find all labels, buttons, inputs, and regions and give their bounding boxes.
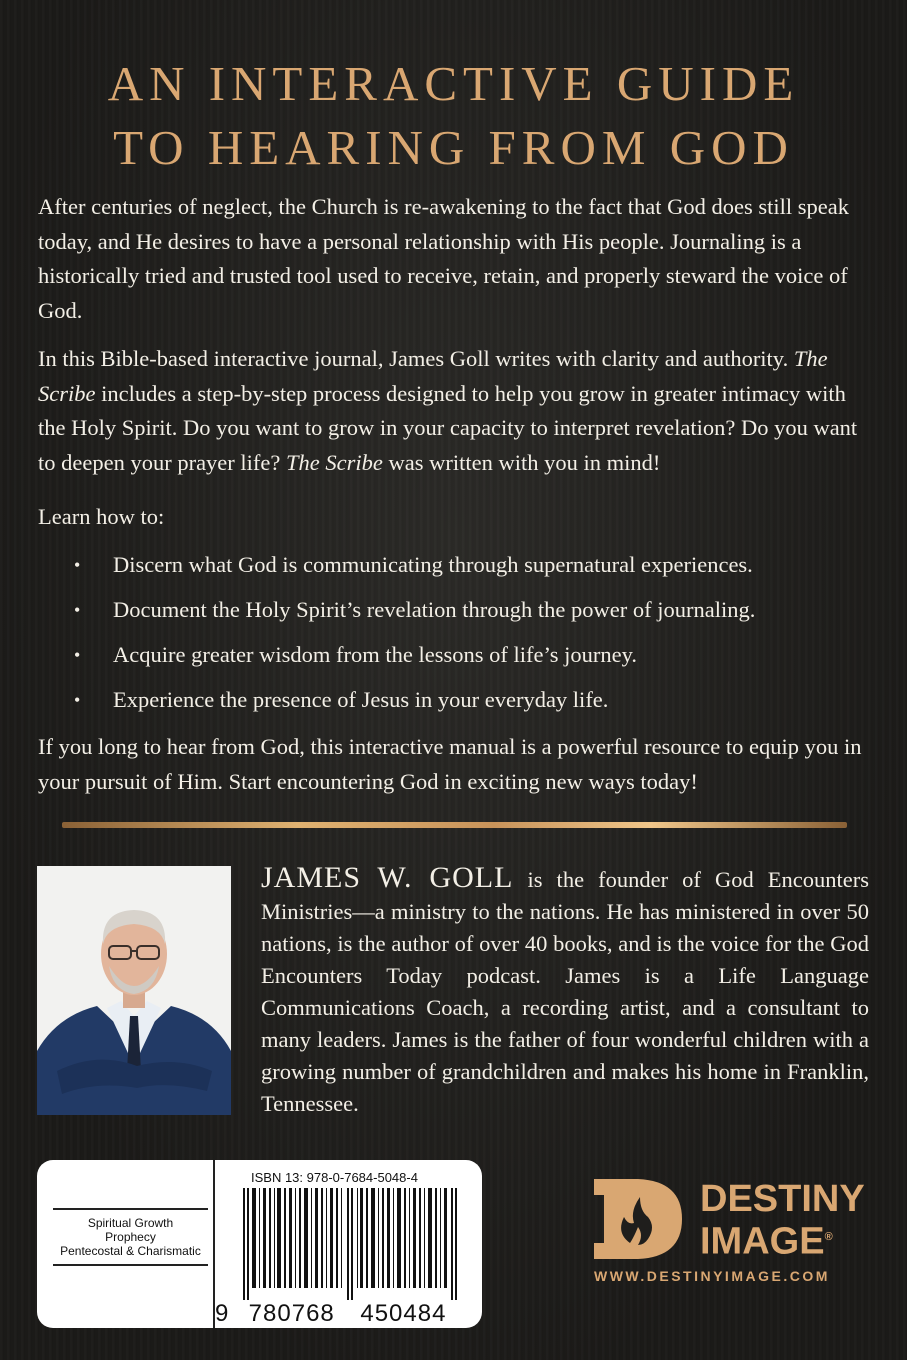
headline-line-2: TO HEARING FROM GOD bbox=[113, 120, 794, 175]
list-item-text: Acquire greater wisdom from the lessons of life’s journey. bbox=[113, 642, 638, 667]
learn-list bbox=[74, 548, 874, 728]
description-part-3: was written with you in mind! bbox=[382, 449, 661, 475]
list-item-text: Document the Holy Spirit’s revelation through the power of journaling. bbox=[113, 597, 756, 622]
category-item: Pentecostal & Charismatic bbox=[60, 1244, 201, 1258]
barcode-icon bbox=[237, 1188, 477, 1300]
cover-headline bbox=[0, 52, 907, 180]
closing-paragraph: If you long to hear from God, this interactive manual is a powerful resource to equip you in your pursuit of Him. Start encountering God in exciting new ways today! bbox=[38, 734, 862, 794]
list-item bbox=[74, 593, 874, 638]
bullet-icon: • bbox=[74, 645, 81, 665]
publisher-name-line-1: DESTINY bbox=[700, 1178, 865, 1220]
list-item bbox=[74, 638, 874, 683]
headline-line-1: AN INTERACTIVE GUIDE bbox=[107, 56, 800, 111]
author-bio bbox=[261, 862, 869, 1120]
bullet-icon: • bbox=[74, 555, 81, 575]
publisher-website: WWW.DESTINYIMAGE.COM bbox=[594, 1268, 830, 1284]
destiny-image-logo-icon bbox=[590, 1177, 686, 1261]
list-item-text: Experience the presence of Jesus in your everyday life. bbox=[113, 687, 609, 712]
list-item bbox=[74, 548, 874, 593]
registered-mark: ® bbox=[824, 1231, 833, 1243]
category-item: Spiritual Growth bbox=[87, 1216, 174, 1230]
publisher-logo bbox=[700, 1180, 865, 1261]
isbn-digits bbox=[215, 1300, 475, 1328]
list-item-text: Discern what God is communicating through supernatural experiences. bbox=[113, 552, 753, 577]
description-part-2: includes a step-by-step process designed to help you grow in greater intimacy with the Holy Spirit. Do you want to grow in your capacity to interpret revelation? Do you want to deepen your prayer life? bbox=[38, 380, 858, 475]
bullet-icon: • bbox=[74, 690, 81, 710]
isbn-digit-group-2: 450484 bbox=[360, 1300, 447, 1327]
bullet-icon: • bbox=[74, 600, 81, 620]
learn-how-heading: Learn how to: bbox=[38, 504, 165, 529]
list-item bbox=[74, 683, 874, 728]
publisher-name-line-2: IMAGE bbox=[700, 1220, 825, 1263]
author-photo bbox=[37, 866, 231, 1115]
category-list bbox=[53, 1208, 208, 1266]
barcode-panel bbox=[37, 1160, 482, 1328]
author-name: JAMES W. GOLL bbox=[261, 861, 514, 894]
author-bio-text: is the founder of God Encounters Ministries—a ministry to the nations. He has ministered in over 50 nations, is the author of over 40 books, and is the voice for the God Encounters Today podcast. James is a Life Language Communications Coach, a recording artist, and a consultant to many leaders. James is the father of four wonderful children with a growing number of grandchildren and makes his home in Franklin, Tennessee. bbox=[261, 867, 869, 1116]
gold-divider bbox=[62, 822, 847, 828]
category-item: Prophecy bbox=[105, 1230, 156, 1244]
book-title-italic: The Scribe bbox=[38, 346, 828, 406]
isbn-digit-group-1: 780768 bbox=[248, 1300, 335, 1327]
description-part-1: In this Bible-based interactive journal, James Goll writes with clarity and authority. bbox=[38, 346, 794, 371]
description-paragraph bbox=[38, 342, 870, 480]
book-title-italic: The Scribe bbox=[286, 449, 383, 475]
isbn-label: ISBN 13: 978-0-7684-5048-4 bbox=[251, 1170, 418, 1185]
isbn-lead-digit: 9 bbox=[215, 1300, 230, 1327]
intro-paragraph: After centuries of neglect, the Church is re-awakening to the fact that God does still speak today, and He desires to have a personal relationship with His people. Journaling is a historically tried and trusted tool used to receive, retain, and properly steward the voice of God. bbox=[38, 194, 849, 323]
